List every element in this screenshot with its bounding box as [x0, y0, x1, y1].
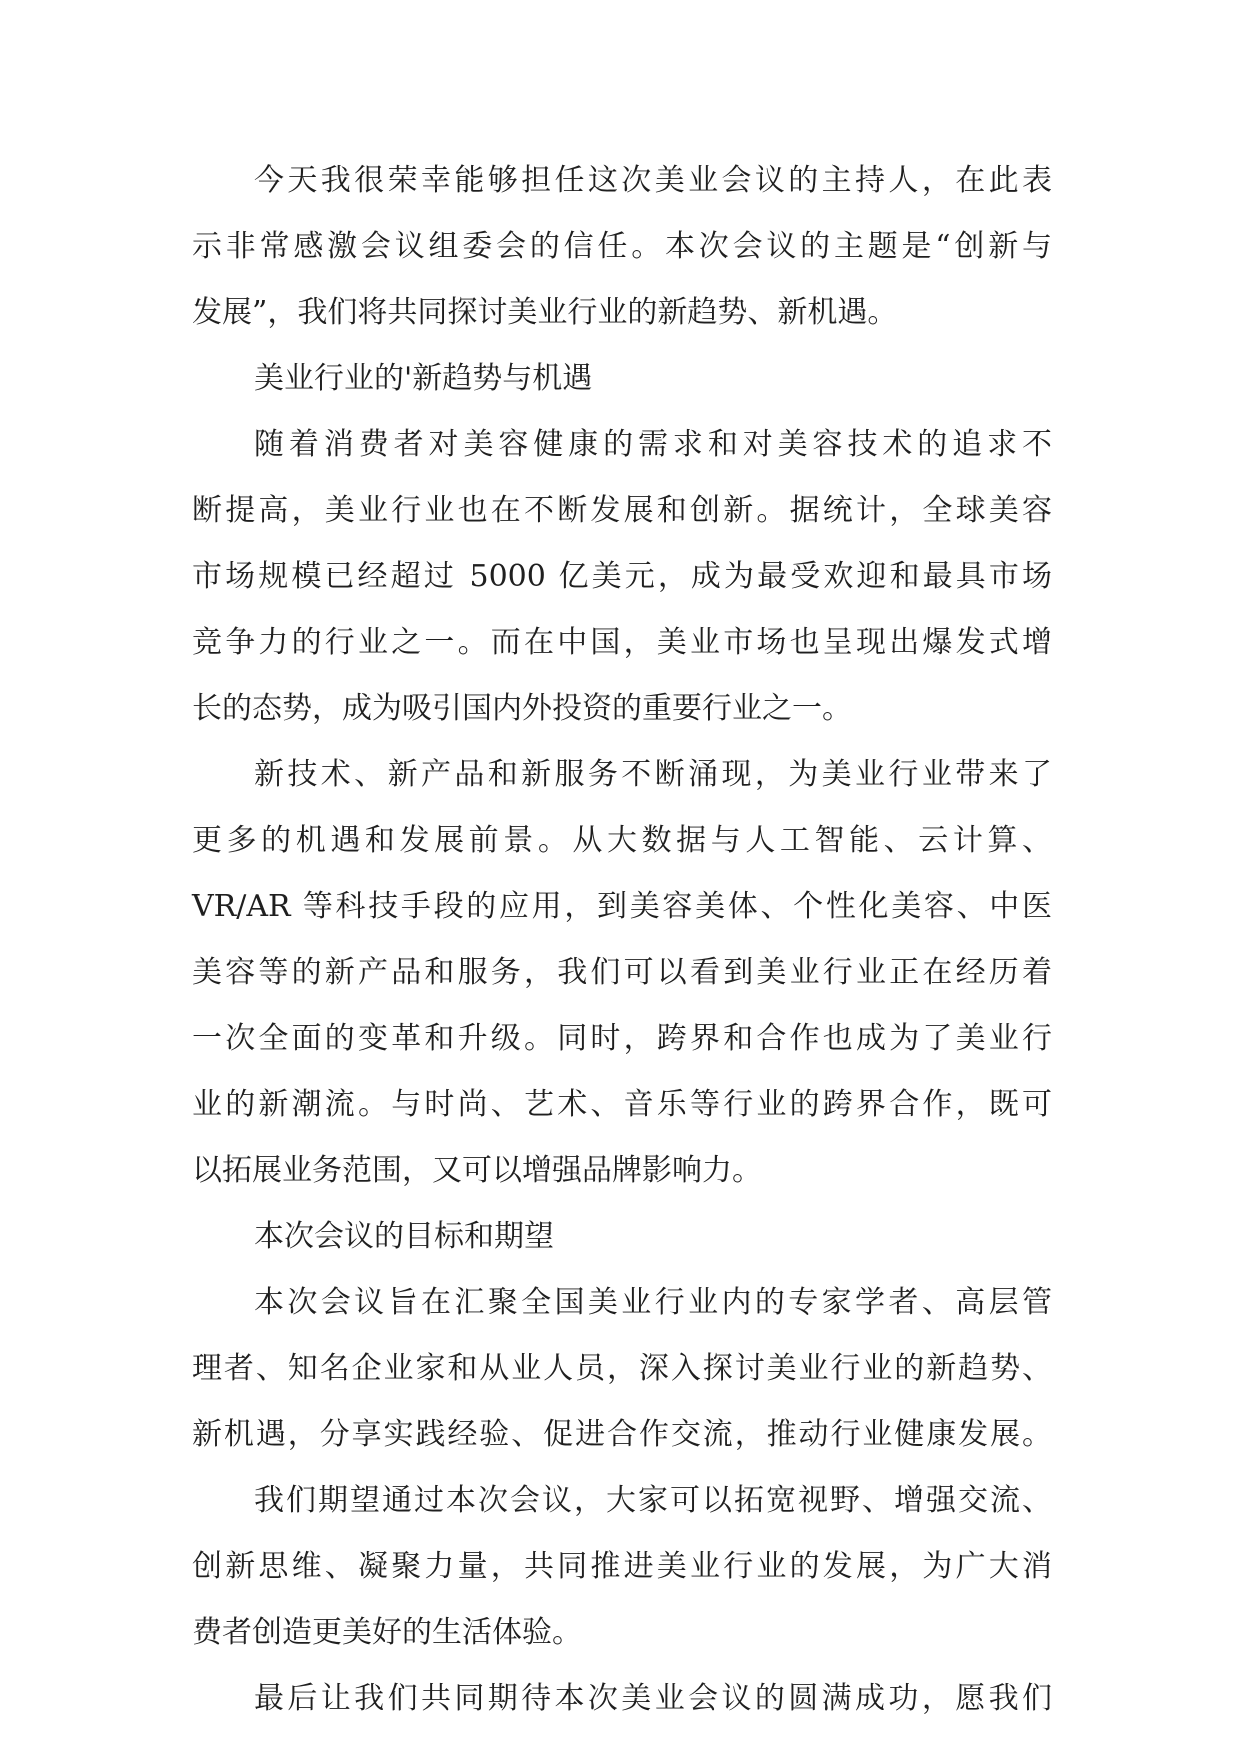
text-line: VR/AR 等科技手段的应用，到美容美体、个性化美容、中医 [192, 889, 1052, 924]
text-line: 发展”，我们将共同探讨美业行业的新趋势、新机遇。 [192, 295, 898, 330]
text-line: 市场规模已经超过 5000 亿美元，成为最受欢迎和最具市场 [192, 559, 1052, 594]
text-line: 理者、知名企业家和从业人员，深入探讨美业行业的新趋势、 [192, 1351, 1052, 1386]
text-line: 美业行业的'新趋势与机遇 [254, 361, 593, 396]
text-line: 随着消费者对美容健康的需求和对美容技术的追求不 [254, 427, 1052, 462]
text-line: 创新思维、凝聚力量，共同推进美业行业的发展，为广大消 [192, 1549, 1052, 1584]
text-line: 本次会议的目标和期望 [254, 1219, 554, 1254]
text-line: 最后让我们共同期待本次美业会议的圆满成功，愿我们 [254, 1681, 1052, 1716]
text-line: 本次会议旨在汇聚全国美业行业内的专家学者、高层管 [254, 1285, 1052, 1320]
text-line: 业的新潮流。与时尚、艺术、音乐等行业的跨界合作，既可 [192, 1087, 1052, 1122]
text-line: 示非常感激会议组委会的信任。本次会议的主题是“创新与 [192, 229, 1052, 264]
text-line: 美容等的新产品和服务，我们可以看到美业行业正在经历着 [192, 955, 1052, 990]
text-line: 以拓展业务范围，又可以增强品牌影响力。 [192, 1153, 762, 1188]
text-line: 今天我很荣幸能够担任这次美业会议的主持人，在此表 [254, 163, 1052, 198]
text-line: 新技术、新产品和新服务不断涌现，为美业行业带来了 [254, 757, 1052, 792]
text-line: 新机遇，分享实践经验、促进合作交流，推动行业健康发展。 [192, 1417, 1052, 1452]
text-line: 更多的机遇和发展前景。从大数据与人工智能、云计算、 [192, 823, 1052, 858]
text-line: 竞争力的行业之一。而在中国，美业市场也呈现出爆发式增 [192, 625, 1052, 660]
text-line: 费者创造更美好的生活体验。 [192, 1615, 582, 1650]
text-line: 我们期望通过本次会议，大家可以拓宽视野、增强交流、 [254, 1483, 1052, 1518]
text-line: 断提高，美业行业也在不断发展和创新。据统计，全球美容 [192, 493, 1052, 528]
text-line: 一次全面的变革和升级。同时，跨界和合作也成为了美业行 [192, 1021, 1052, 1056]
document-page [192, 148, 1052, 1732]
text-line: 长的态势，成为吸引国内外投资的重要行业之一。 [192, 691, 852, 726]
